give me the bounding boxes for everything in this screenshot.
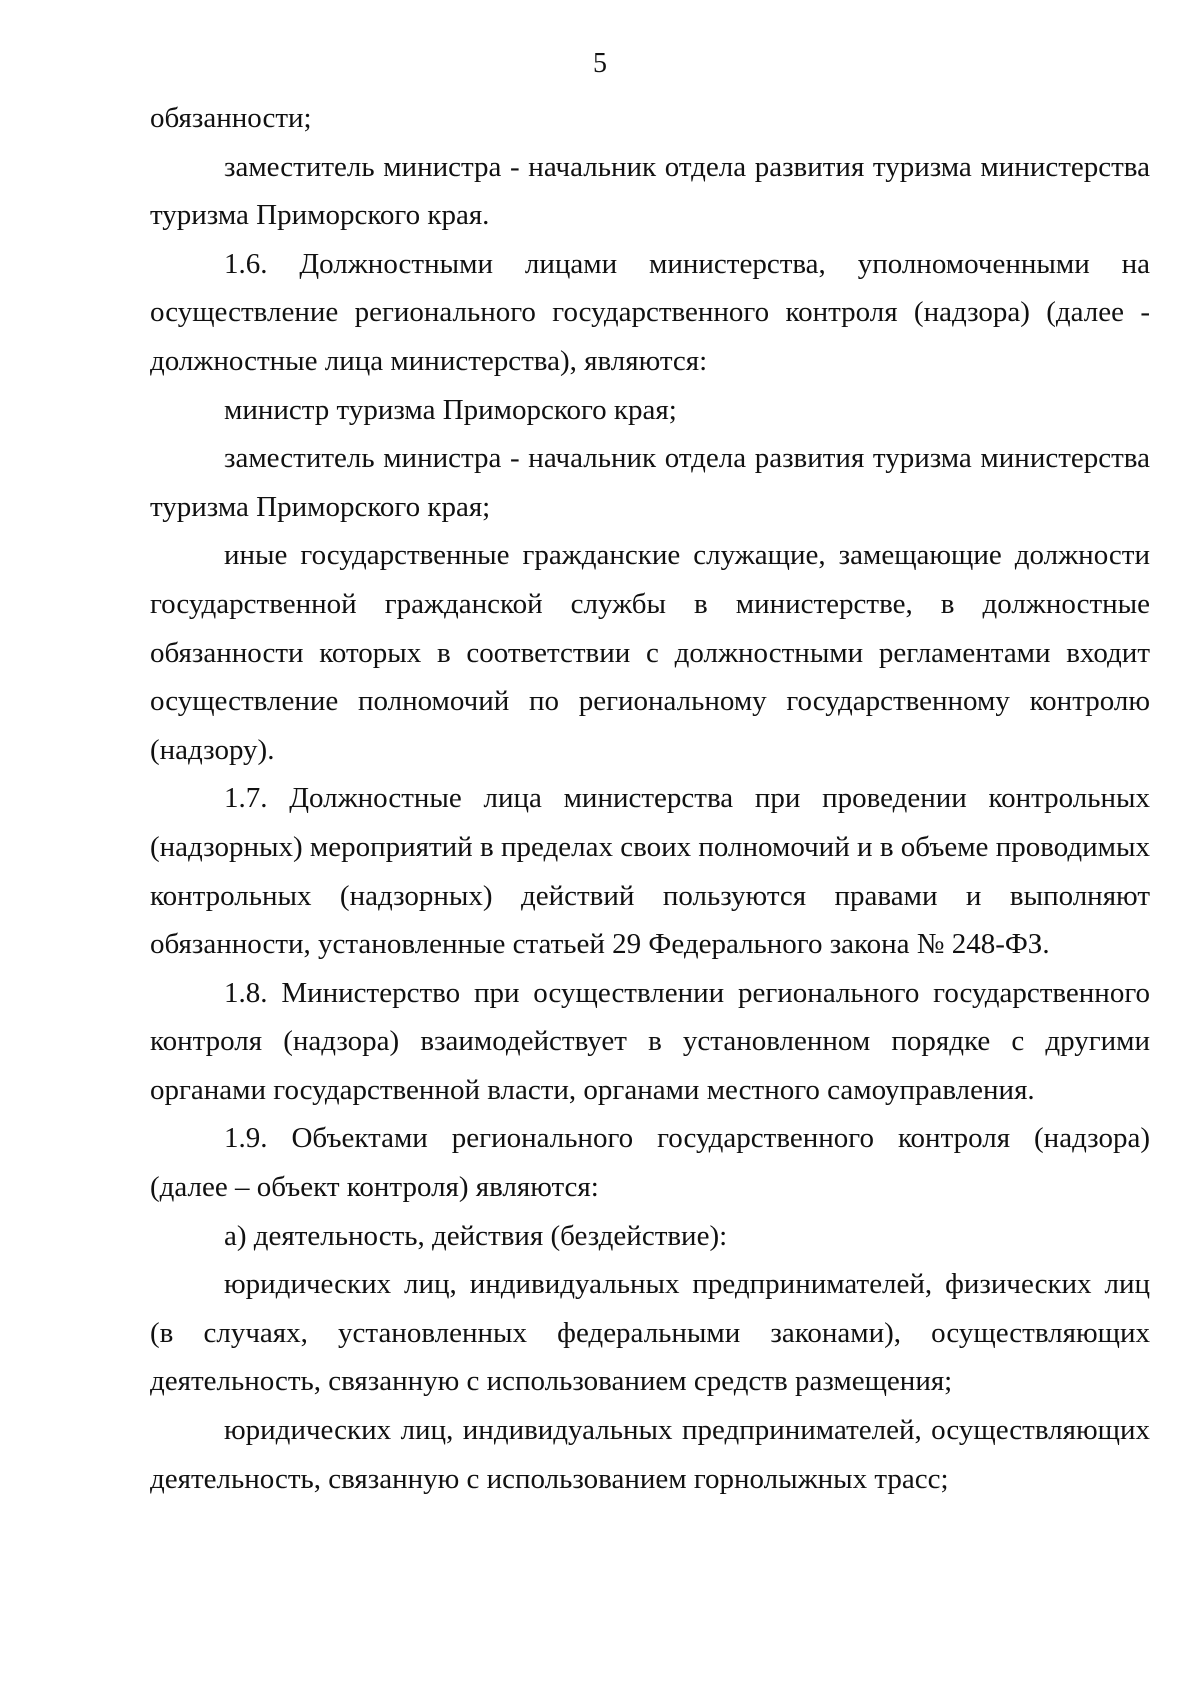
paragraph-minister: министр туризма Приморского края; <box>224 393 677 426</box>
paragraph-item-a: а) деятельность, действия (бездействие): <box>224 1219 728 1252</box>
paragraph-deputy-minister-2: заместитель министра - начальник отдела развития туризма министерства туризма Приморского края; <box>150 442 1150 523</box>
paragraph-deputy-minister: заместитель министра - начальник отдела развития туризма министерства туризма Приморского края. <box>150 150 1150 232</box>
page-number: 5 <box>593 48 607 79</box>
paragraph-1-6: 1.6. Должностными лицами министерства, уполномоченными на осуществление регионального государственного контроля (надзора) (далее - должностные лица министерства), являются: <box>150 247 1150 377</box>
paragraph-1-7: 1.7. Должностные лица министерства при проведении контрольных (надзорных) мероприятий в пределах своих полномочий и в объеме проводимых контрольных (надзорных) действий пользуются правами и выполняют обязанности, установленные статьей 29 Федерального закона № 248-ФЗ. <box>150 782 1150 961</box>
paragraph-1-9: 1.9. Объектами регионального государственного контроля (надзора) (далее – объект контроля) являются: <box>150 1122 1150 1204</box>
paragraph-other-officials: иные государственные гражданские служащие, замещающие должности государственной гражданской службы в министерстве, в должностные обязанности которых в соответствии с должностными регламентами входит осуществление полномочий по региональному государственному контролю (надзору). <box>150 539 1150 766</box>
paragraph-accommodation: юридических лиц, индивидуальных предпринимателей, физических лиц (в случаях, установленных федеральными законами), осуществляющих деятельность, связанную с использованием средств размещения; <box>150 1268 1150 1398</box>
paragraph-1-8: 1.8. Министерство при осуществлении регионального государственного контроля (надзора) взаимодействует в установленном порядке с другими органами государственной власти, органами местного самоуправления. <box>150 976 1150 1106</box>
document-body <box>150 94 1150 1503</box>
paragraph-continuation: обязанности; <box>150 102 312 134</box>
paragraph-ski-slopes: юридических лиц, индивидуальных предпринимателей, осуществляющих деятельность, связанную с использованием горнолыжных трасс; <box>150 1414 1150 1495</box>
